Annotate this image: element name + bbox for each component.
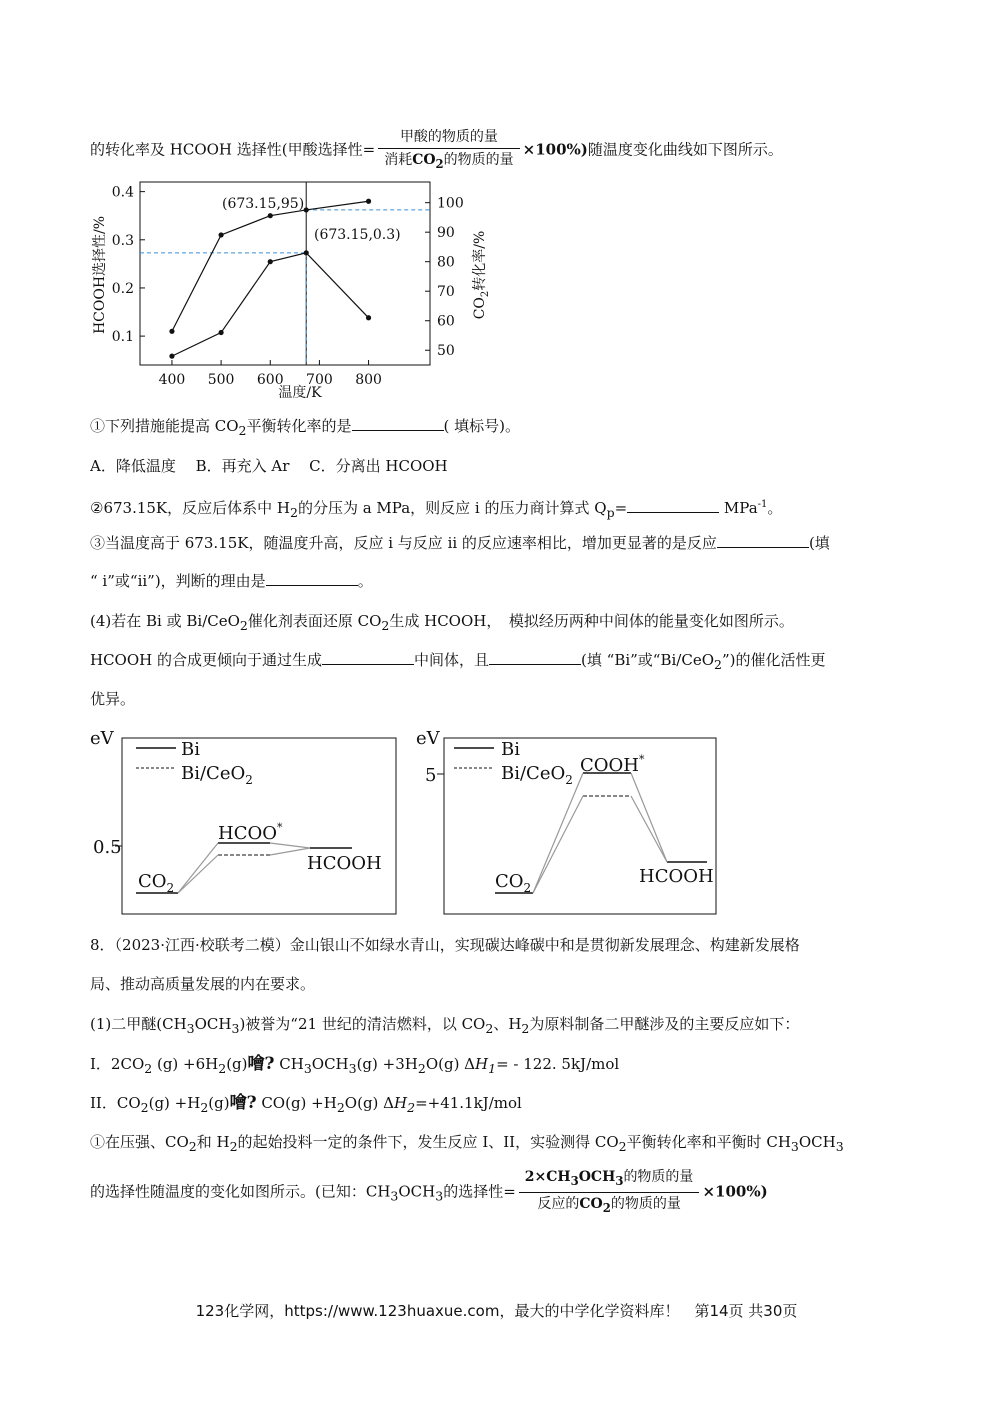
- series-line-2: [172, 253, 369, 356]
- equilibrium-arrow: 噲?: [247, 1054, 275, 1074]
- energy-unit-label: eV: [90, 728, 114, 749]
- energy-tick-label: 0.5: [93, 837, 122, 858]
- fraction-numerator: 甲酸的物质的量: [378, 128, 519, 149]
- energy-tick-label: 5: [425, 765, 437, 786]
- legend-ceo2-label: Bi/CeO$_2$: [501, 763, 573, 787]
- q8-line2: 局、推动高质量发展的内在要求。: [90, 975, 316, 993]
- energy-diagram-cooh: [415, 724, 725, 919]
- equilibrium-arrow: 噲?: [229, 1093, 257, 1113]
- q4-line3: 优异。: [90, 690, 136, 708]
- multiplier: ×100%): [522, 140, 588, 159]
- q4-line2: HCOOH 的合成更倾向于通过生成 中间体，且 (填 “Bi”或“Bi/CeO$_2$”)的催化活性更: [90, 651, 826, 672]
- reaction-1: I．$2CO_2$ $(g) +6H_2(g)$噲? $CH_3OCH_3(g) +3H_2O(g)$ $\Delta H_1= - 122$. 5kJ/mol: [90, 1054, 620, 1076]
- left-tick-label: 0.1: [111, 329, 134, 346]
- series-1-point: [169, 329, 174, 334]
- q1-answer-blank[interactable]: [352, 416, 444, 431]
- x-tick-label: 800: [355, 372, 382, 388]
- reaction-2: II．$CO_2(g) +H_2(g)$噲? $CO(g) +H_2O(g)$ $\Delta H_2=+41.1kJ$/mol: [90, 1093, 522, 1115]
- left-tick-label: 0.2: [111, 280, 134, 297]
- q4-line1: (4)若在 Bi 或 Bi/CeO$_2$催化剂表面还原 $CO_2$生成 HCOOH， 模拟经历两种中间体的能量变化如图所示。: [90, 612, 794, 633]
- legend-bi-label: Bi: [501, 739, 520, 760]
- legend-ceo2-label: Bi/CeO$_2$: [181, 763, 253, 787]
- right-tick-label: 90: [437, 225, 455, 242]
- series-2-point: [366, 315, 371, 320]
- series-line-1: [172, 201, 369, 331]
- fraction-denominator: 消耗$CO_2$的物质的量: [384, 152, 514, 171]
- x-tick-label: 500: [207, 372, 235, 388]
- legend-bi-label: Bi: [181, 739, 200, 760]
- energy-diagram-hcoo: [88, 724, 408, 919]
- series-1-point: [304, 207, 309, 212]
- right-tick-label: 100: [437, 195, 464, 212]
- p1-line: (1)二甲醚$(CH_3OCH_3)$被誉为“21 世纪的清洁燃料，以 $CO_2$、$H_2$为原料制备二甲醚涉及的主要反应如下：: [90, 1015, 800, 1036]
- hcoo-label: HCOO*: [218, 821, 283, 844]
- series-1-point: [219, 232, 224, 237]
- q2-answer-blank[interactable]: [627, 498, 719, 513]
- q1-options: A．降低温度 B．再充入 Ar C．分离出 HCOOH: [90, 457, 448, 475]
- x-tick-label: 700: [306, 372, 333, 388]
- fraction-numerator: $2\times CH_3OCH_3$的物质的量: [519, 1168, 700, 1193]
- right-tick-label: 60: [437, 313, 455, 330]
- series-2-point: [268, 259, 273, 264]
- q2-line: ②673.15K，反应后体系中 $H_2$的分压为 a MPa，则反应 i 的压力商计算式 $Q_p= MPa^{-1}$。: [90, 499, 783, 520]
- p2-line: ①在压强、$CO_2$和 $H_2$的起始投料一定的条件下，发生反应 I、II，实验测得 $CO_2$平衡转化率和平衡时 $CH_3OCH_3$: [90, 1133, 844, 1154]
- left-tick-label: 0.3: [111, 232, 134, 249]
- q3-reaction-blank[interactable]: [717, 533, 809, 548]
- annotation-top: (673.15,95): [222, 196, 305, 212]
- co2-label: $CO_2$: [138, 871, 175, 895]
- intro-line: [90, 128, 783, 173]
- right-tick-label: 80: [437, 254, 455, 271]
- cooh-label: COOH*: [580, 753, 645, 776]
- x-tick-label: 600: [256, 372, 284, 388]
- x-axis-label: 温度/K: [278, 385, 322, 401]
- series-2-point: [304, 250, 309, 255]
- series-2-point: [169, 354, 174, 359]
- formic-selectivity-fraction: [378, 128, 519, 173]
- q3-line2: “ i”或“ii”)，判断的理由是 。: [90, 572, 373, 590]
- hcooh-label: HCOOH: [307, 853, 382, 874]
- q8-line1: 8．（2023·江西·校联考二模）金山银山不如绿水青山，实现碳达峰碳中和是贯彻新发展理念、构建新发展格: [90, 936, 800, 954]
- series-1-point: [366, 199, 371, 204]
- q3-line1: ③当温度高于 673.15K，随温度升高，反应 i 与反应 ii 的反应速率相比，增加更显著的是反应 (填: [90, 534, 830, 552]
- co2-label: $CO_2$: [495, 871, 532, 895]
- p3-line: 的选择性随温度的变化如图所示。(已知：$CH_3OCH_3$的选择性= $\frac{2\times CH_3OCH_3的物质的量}{反应的CO_2的物质的量}$ ×100%): [90, 1169, 768, 1215]
- series-2-point: [219, 330, 224, 335]
- conversion-selectivity-chart: [88, 175, 508, 405]
- right-tick-label: 70: [437, 284, 455, 301]
- energy-unit-label: eV: [416, 728, 440, 749]
- svg-text:CO2转化率/%: $CO_2$转化率/%: [472, 230, 491, 320]
- left-tick-label: 0.4: [111, 184, 134, 201]
- left-axis-label: HCOOH选择性/%: [92, 215, 108, 335]
- right-tick-label: 50: [437, 343, 455, 360]
- multiplier: ×100%): [702, 1182, 768, 1201]
- page-footer: 123化学网，https://www.123huaxue.com，最大的中学化学资料库！ 第14页 共30页: [195, 1302, 798, 1320]
- q1-line: ①下列措施能提高 $CO_2$平衡转化率的是 ( 填标号)。: [90, 417, 520, 438]
- q4-catalyst-blank[interactable]: [489, 650, 581, 665]
- q3-reason-blank[interactable]: [266, 571, 358, 586]
- fraction-denominator: 反应的$CO_2$的物质的量: [537, 1195, 681, 1215]
- q4-intermediate-blank[interactable]: [322, 650, 414, 665]
- x-tick-label: 400: [158, 372, 186, 388]
- intro-text: 的转化率及 HCOOH 选择性(甲酸选择性=: [90, 140, 376, 159]
- dme-selectivity-fraction: [519, 1168, 700, 1217]
- annotation-mid: (673.15,0.3): [314, 227, 401, 243]
- right-axis-label: [472, 231, 491, 320]
- intro-tail: 随温度变化曲线如下图所示。: [587, 140, 783, 159]
- series-1-point: [268, 213, 273, 218]
- hcooh-label: HCOOH: [639, 866, 714, 887]
